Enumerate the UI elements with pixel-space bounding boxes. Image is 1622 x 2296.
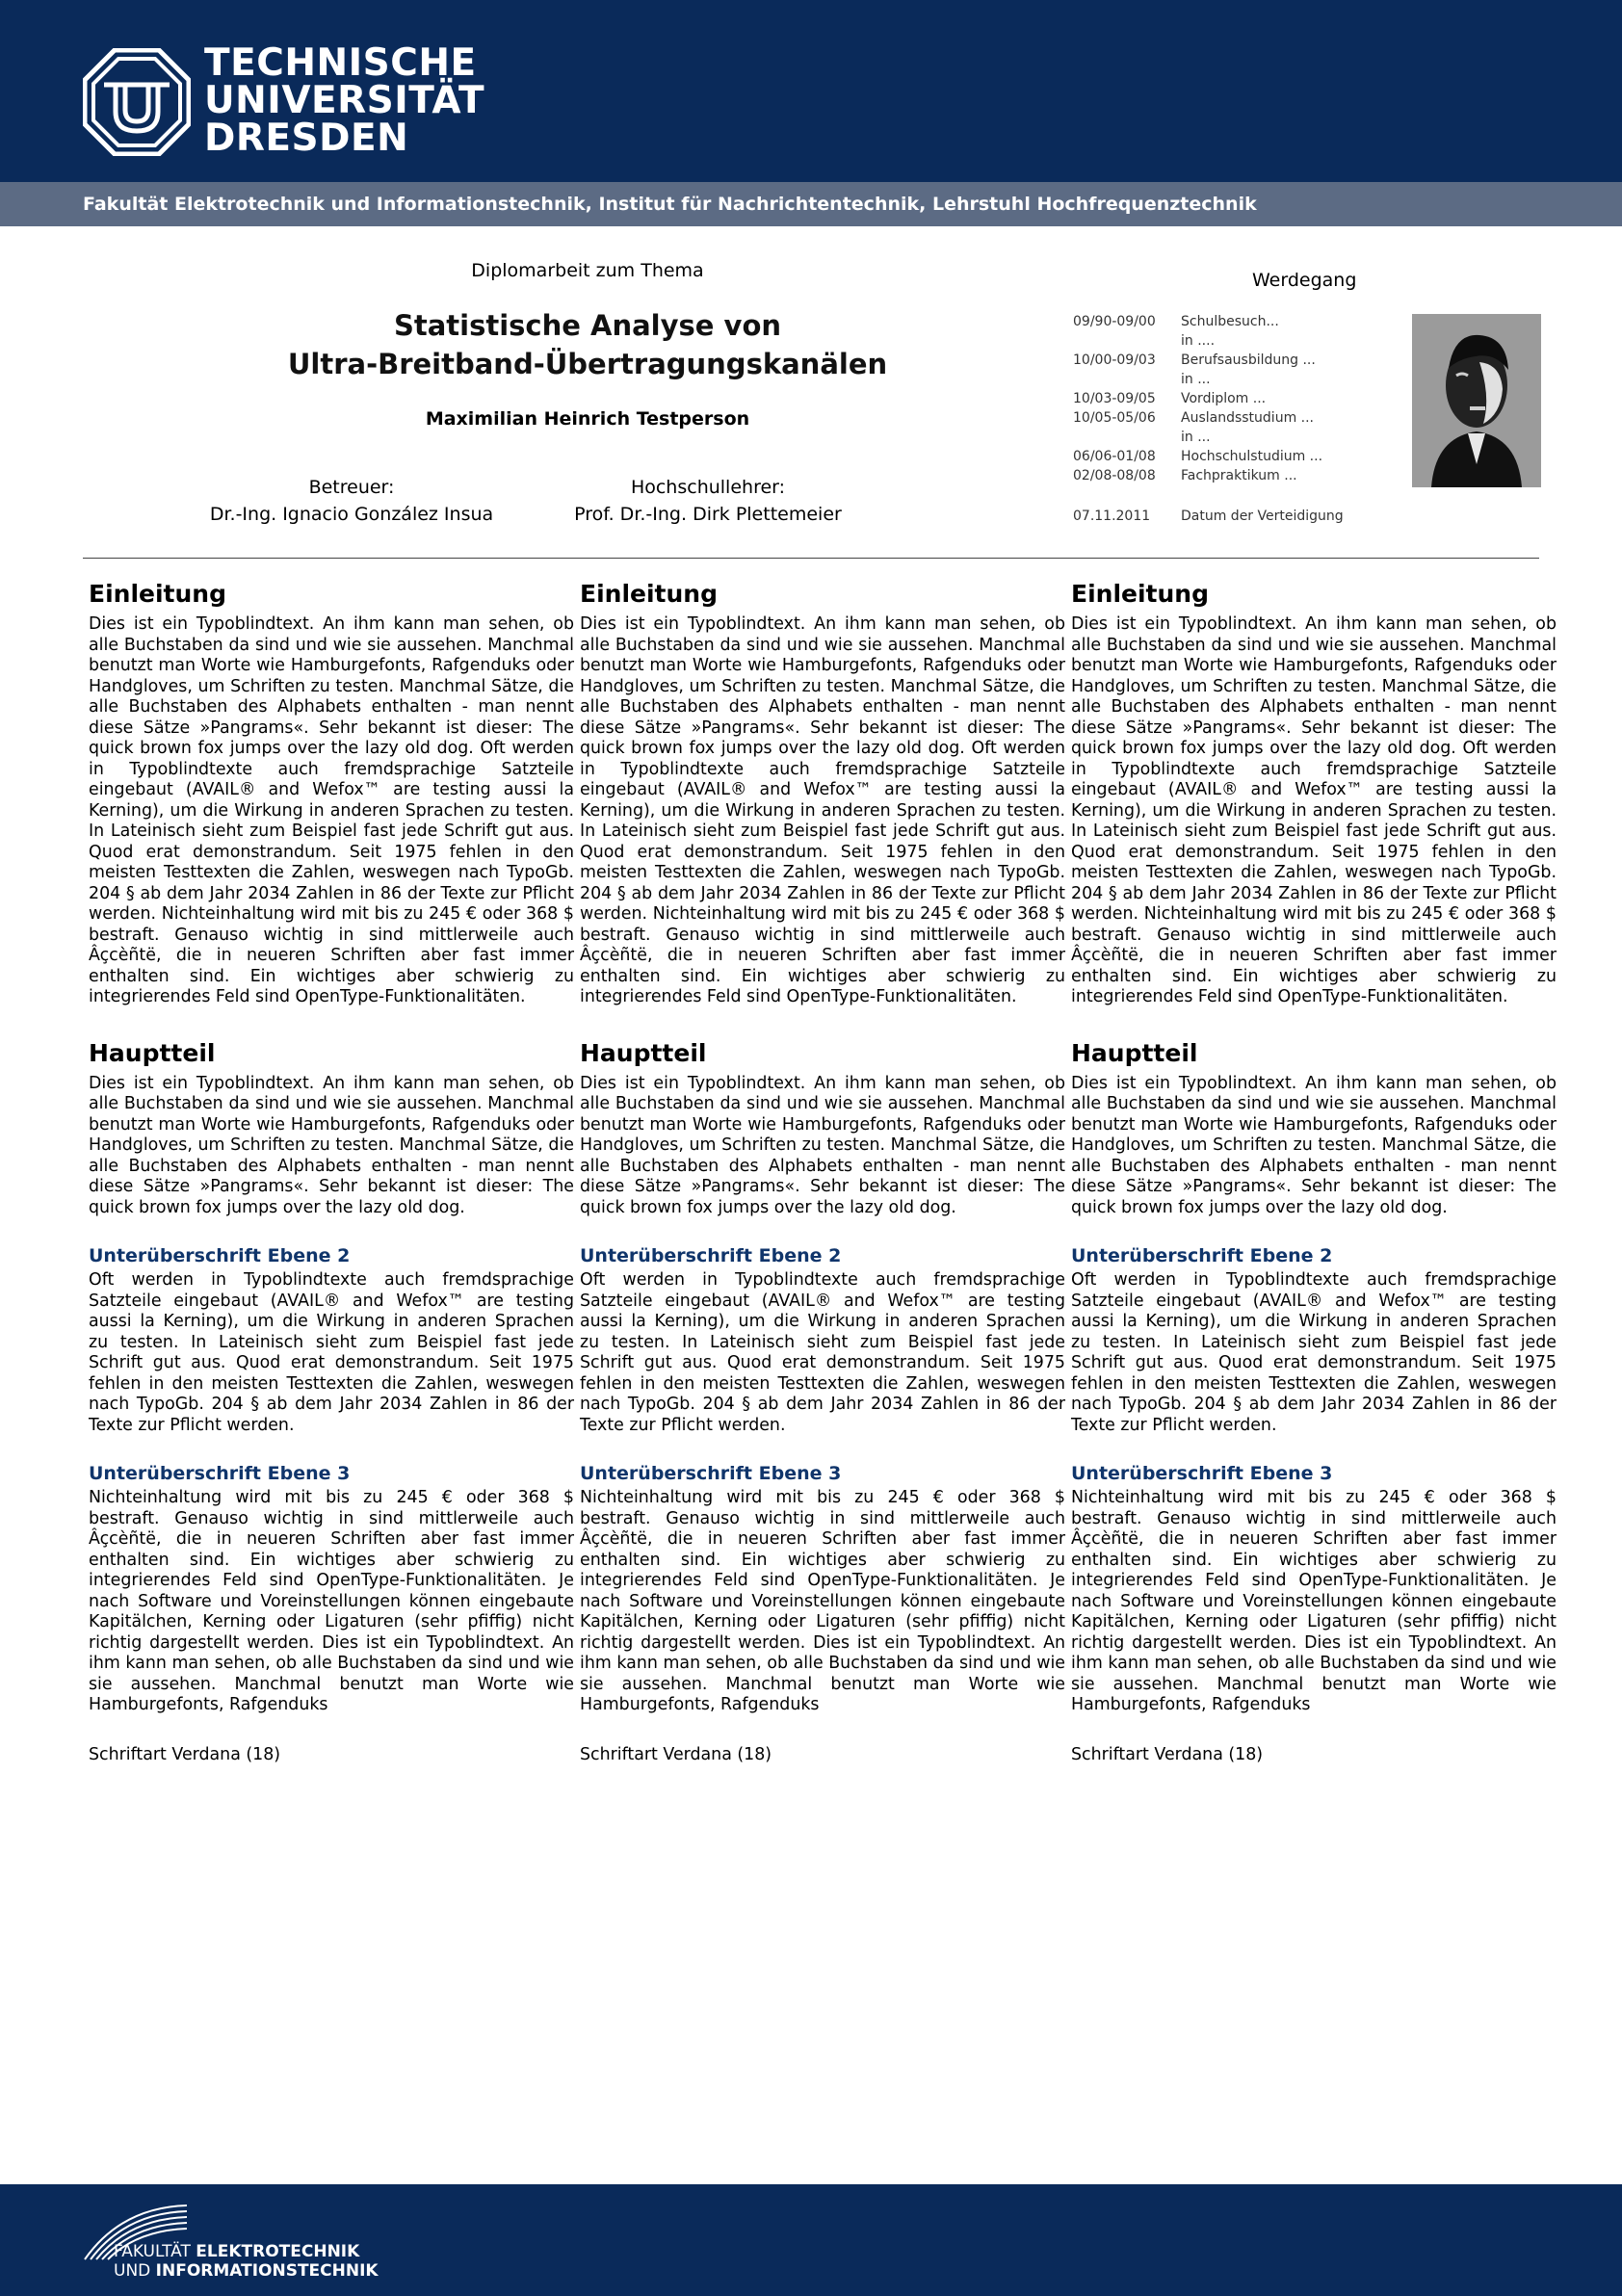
- sub3-paragraph: Nichteinhaltung wird mit bis zu 245 € oder 368 $ bestraft. Genauso wichtig in sind mittlerweile auch Âçcèñtë, die in neueren Schriften aber fast immer enthalten sind. Ein wichtiges aber schwierig zu integrierendes Feld sind OpenType-Funktionalitäten. Je nach Software und Voreinstellungen können eingebaute Kapitälchen, Kerning oder Ligaturen (sehr pfiffig) nicht richtig dargestellt werden. Dies ist ein Typoblindtext. An ihm kann man sehen, ob alle Buchstaben da sind und wie sie aussehen. Manchmal benutzt man Worte wie Hamburgefonts, Rafgenduks: [580, 1488, 1065, 1714]
- cv-row: [1073, 312, 1420, 331]
- cv-date: 10/03-09/05: [1073, 391, 1156, 406]
- defense-row: [1073, 509, 1344, 524]
- defense-date: 07.11.2011: [1073, 509, 1151, 524]
- sub2-paragraph: Oft werden in Typoblindtexte auch fremdsprachige Satzteile eingebaut (AVAIL® and Wefox™ are testing aussi la Kerning), um die Wirkung in anderen Sprachen zu testen. In Lateinisch sieht zum Beispiel fast jede Schrift gut aus. Quod erat demonstrandum. Seit 1975 fehlen in den meisten Testtexten die Zahlen, weswegen nach TypoGb. 204 § ab dem Jahr 2034 Zahlen in 86 der Texte zur Pflicht werden.: [580, 1270, 1065, 1435]
- sub3-paragraph: Nichteinhaltung wird mit bis zu 245 € oder 368 $ bestraft. Genauso wichtig in sind mittlerweile auch Âçcèñtë, die in neueren Schriften aber fast immer enthalten sind. Ein wichtiges aber schwierig zu integrierendes Feld sind OpenType-Funktionalitäten. Je nach Software und Voreinstellungen können eingebaute Kapitälchen, Kerning oder Ligaturen (sehr pfiffig) nicht richtig dargestellt werden. Dies ist ein Typoblindtext. An ihm kann man sehen, ob alle Buchstaben da sind und wie sie aussehen. Manchmal benutzt man Worte wie Hamburgefonts, Rafgenduks: [1071, 1488, 1557, 1714]
- intro-paragraph: Dies ist ein Typoblindtext. An ihm kann man sehen, ob alle Buchstaben da sind und wie sie aussehen. Manchmal benutzt man Worte wie Hamburgefonts, Rafgenduks oder Handgloves, um Schriften zu testen. Manchmal Sätze, die alle Buchstaben des Alphabets enthalten - man nennt diese Sätze »Pangrams«. Sehr bekannt ist dieser: The quick brown fox jumps over the lazy old dog. Oft werden in Typoblindtexte auch fremdsprachige Satzteile eingebaut (AVAIL® and Wefox™ are testing aussi la Kerning), um die Wirkung in anderen Sprachen zu testen. In Lateinisch sieht zum Beispiel fast jede Schrift gut aus. Quod erat demonstrandum. Seit 1975 fehlen in den meisten Testtexten die Zahlen, weswegen nach TypoGb. 204 § ab dem Jahr 2034 Zahlen in 86 der Texte zur Pflicht werden. Nichteinhaltung wird mit bis zu 245 € oder 368 $ bestraft. Genauso wichtig in sind mittlerweile auch Âçcèñtë, die in neueren Schriften aber fast immer enthalten sind. Ein wichtiges aber schwierig zu integrierendes Feld sind OpenType-Funktionalitäten.: [1071, 614, 1557, 1006]
- intro-paragraph: Dies ist ein Typoblindtext. An ihm kann man sehen, ob alle Buchstaben da sind und wie sie aussehen. Manchmal benutzt man Worte wie Hamburgefonts, Rafgenduks oder Handgloves, um Schriften zu testen. Manchmal Sätze, die alle Buchstaben des Alphabets enthalten - man nennt diese Sätze »Pangrams«. Sehr bekannt ist dieser: The quick brown fox jumps over the lazy old dog. Oft werden in Typoblindtexte auch fremdsprachige Satzteile eingebaut (AVAIL® and Wefox™ are testing aussi la Kerning), um die Wirkung in anderen Sprachen zu testen. In Lateinisch sieht zum Beispiel fast jede Schrift gut aus. Quod erat demonstrandum. Seit 1975 fehlen in den meisten Testtexten die Zahlen, weswegen nach TypoGb. 204 § ab dem Jahr 2034 Zahlen in 86 der Texte zur Pflicht werden. Nichteinhaltung wird mit bis zu 245 € oder 368 $ bestraft. Genauso wichtig in sind mittlerweile auch Âçcèñtë, die in neueren Schriften aber fast immer enthalten sind. Ein wichtiges aber schwierig zu integrierendes Feld sind OpenType-Funktionalitäten.: [89, 614, 574, 1006]
- subheading-level-2: Unterüberschrift Ebene 2: [1071, 1245, 1333, 1266]
- advisor-name: Dr.-Ing. Ignacio González Insua: [209, 504, 494, 525]
- content-column-2: [580, 578, 1065, 1764]
- font-note: Schriftart Verdana (18): [89, 1744, 281, 1764]
- cv-item: Hochschulstudium ...: [1181, 449, 1323, 464]
- main-paragraph: Dies ist ein Typoblindtext. An ihm kann man sehen, ob alle Buchstaben da sind und wie sie aussehen. Manchmal benutzt man Worte wie Hamburgefonts, Rafgenduks oder Handgloves, um Schriften zu testen. Manchmal Sätze, die alle Buchstaben des Alphabets enthalten - man nennt diese Sätze »Pangrams«. Sehr bekannt ist dieser: The quick brown fox jumps over the lazy old dog.: [89, 1073, 574, 1217]
- intro-heading: Einleitung: [89, 580, 226, 608]
- intro-heading: Einleitung: [1071, 580, 1209, 608]
- sub2-paragraph: Oft werden in Typoblindtexte auch fremdsprachige Satzteile eingebaut (AVAIL® and Wefox™ are testing aussi la Kerning), um die Wirkung in anderen Sprachen zu testen. In Lateinisch sieht zum Beispiel fast jede Schrift gut aus. Quod erat demonstrandum. Seit 1975 fehlen in den meisten Testtexten die Zahlen, weswegen nach TypoGb. 204 § ab dem Jahr 2034 Zahlen in 86 der Texte zur Pflicht werden.: [89, 1270, 574, 1435]
- content-column-1: [89, 578, 574, 1764]
- main-heading: Hauptteil: [1071, 1038, 1198, 1067]
- content-column-3: [1071, 578, 1557, 1764]
- advisors: [125, 474, 1033, 532]
- defense-label: Datum der Verteidigung: [1181, 509, 1344, 524]
- subheading-level-3: Unterüberschrift Ebene 3: [1071, 1463, 1333, 1484]
- intro-heading: Einleitung: [580, 580, 718, 608]
- faculty-line: Fakultät Elektrotechnik und Informationstechnik, Institut für Nachrichtentechnik, Lehrstuhl Hochfrequenztechnik: [83, 194, 1257, 215]
- portrait-photo: [1412, 314, 1541, 487]
- professor-block: [482, 474, 934, 528]
- font-note: Schriftart Verdana (18): [1071, 1744, 1264, 1764]
- main-paragraph: Dies ist ein Typoblindtext. An ihm kann man sehen, ob alle Buchstaben da sind und wie sie aussehen. Manchmal benutzt man Worte wie Hamburgefonts, Rafgenduks oder Handgloves, um Schriften zu testen. Manchmal Sätze, die alle Buchstaben des Alphabets enthalten - man nennt diese Sätze »Pangrams«. Sehr bekannt ist dieser: The quick brown fox jumps over the lazy old dog.: [580, 1073, 1065, 1217]
- subheading-level-3: Unterüberschrift Ebene 3: [89, 1463, 351, 1484]
- sub3-paragraph: Nichteinhaltung wird mit bis zu 245 € oder 368 $ bestraft. Genauso wichtig in sind mittlerweile auch Âçcèñtë, die in neueren Schriften aber fast immer enthalten sind. Ein wichtiges aber schwierig zu integrierendes Feld sind OpenType-Funktionalitäten. Je nach Software und Voreinstellungen können eingebaute Kapitälchen, Kerning oder Ligaturen (sehr pfiffig) nicht richtig dargestellt werden. Dies ist ein Typoblindtext. An ihm kann man sehen, ob alle Buchstaben da sind und wie sie aussehen. Manchmal benutzt man Worte wie Hamburgefonts, Rafgenduks: [89, 1488, 574, 1714]
- footer-line2-bold: INFORMATIONSTECHNIK: [155, 2261, 379, 2281]
- cv-date: 06/06-01/08: [1073, 449, 1156, 464]
- footer-line2-light: UND: [114, 2261, 151, 2281]
- thesis-title: [148, 306, 1027, 383]
- footer-band: [0, 2184, 1622, 2296]
- cv-row: [1073, 466, 1420, 485]
- university-wordmark: [204, 41, 485, 160]
- thesis-label: Diplomarbeit zum Thema: [471, 260, 704, 281]
- faculty-band: [0, 182, 1622, 226]
- intro-paragraph: Dies ist ein Typoblindtext. An ihm kann man sehen, ob alle Buchstaben da sind und wie sie aussehen. Manchmal benutzt man Worte wie Hamburgefonts, Rafgenduks oder Handgloves, um Schriften zu testen. Manchmal Sätze, die alle Buchstaben des Alphabets enthalten - man nennt diese Sätze »Pangrams«. Sehr bekannt ist dieser: The quick brown fox jumps over the lazy old dog. Oft werden in Typoblindtexte auch fremdsprachige Satzteile eingebaut (AVAIL® and Wefox™ are testing aussi la Kerning), um die Wirkung in anderen Sprachen zu testen. In Lateinisch sieht zum Beispiel fast jede Schrift gut aus. Quod erat demonstrandum. Seit 1975 fehlen in den meisten Testtexten die Zahlen, weswegen nach TypoGb. 204 § ab dem Jahr 2034 Zahlen in 86 der Texte zur Pflicht werden. Nichteinhaltung wird mit bis zu 245 € oder 368 $ bestraft. Genauso wichtig in sind mittlerweile auch Âçcèñtë, die in neueren Schriften aber fast immer enthalten sind. Ein wichtiges aber schwierig zu integrierendes Feld sind OpenType-Funktionalitäten.: [580, 614, 1065, 1006]
- cv-item: Schulbesuch...: [1181, 314, 1279, 329]
- header-band: [0, 0, 1622, 182]
- cv-date: 02/08-08/08: [1073, 468, 1156, 483]
- cv-row: [1073, 389, 1420, 408]
- section-divider: [83, 558, 1539, 559]
- font-note: Schriftart Verdana (18): [580, 1744, 772, 1764]
- subheading-level-3: Unterüberschrift Ebene 3: [580, 1463, 842, 1484]
- cv-table: [1073, 312, 1420, 485]
- professor-label: Hochschullehrer:: [630, 477, 786, 498]
- cv-date: 09/90-09/00: [1073, 314, 1156, 329]
- cv-sub: in ...: [1181, 372, 1211, 387]
- author-name: Maximilian Heinrich Testperson: [425, 408, 750, 430]
- cv-item: Auslandsstudium ...: [1181, 410, 1315, 426]
- footer-line1-light: FAKULTÄT: [114, 2242, 191, 2261]
- main-heading: Hauptteil: [580, 1038, 707, 1067]
- cv-sub: in ....: [1181, 333, 1216, 349]
- cv-row: [1073, 408, 1420, 428]
- subheading-level-2: Unterüberschrift Ebene 2: [580, 1245, 842, 1266]
- advisor-label: Betreuer:: [308, 477, 395, 498]
- cv-heading: Werdegang: [1252, 270, 1357, 291]
- wordmark-line-3: DRESDEN: [204, 117, 409, 160]
- title-line-1: Statistische Analyse von: [393, 309, 782, 342]
- main-heading: Hauptteil: [89, 1038, 216, 1067]
- main-paragraph: Dies ist ein Typoblindtext. An ihm kann man sehen, ob alle Buchstaben da sind und wie sie aussehen. Manchmal benutzt man Worte wie Hamburgefonts, Rafgenduks oder Handgloves, um Schriften zu testen. Manchmal Sätze, die alle Buchstaben des Alphabets enthalten - man nennt diese Sätze »Pangrams«. Sehr bekannt ist dieser: The quick brown fox jumps over the lazy old dog.: [1071, 1073, 1557, 1217]
- thesis-intro: [148, 260, 1027, 430]
- tu-dresden-logo-icon: [83, 48, 191, 156]
- footer-faculty-name: [114, 2242, 379, 2281]
- cv-sub: in ...: [1181, 430, 1211, 445]
- title-line-2: Ultra-Breitband-Übertragungskanälen: [287, 348, 888, 380]
- footer-line1-bold: ELEKTROTECHNIK: [196, 2242, 360, 2261]
- sub2-paragraph: Oft werden in Typoblindtexte auch fremdsprachige Satzteile eingebaut (AVAIL® and Wefox™ are testing aussi la Kerning), um die Wirkung in anderen Sprachen zu testen. In Lateinisch sieht zum Beispiel fast jede Schrift gut aus. Quod erat demonstrandum. Seit 1975 fehlen in den meisten Testtexten die Zahlen, weswegen nach TypoGb. 204 § ab dem Jahr 2034 Zahlen in 86 der Texte zur Pflicht werden.: [1071, 1270, 1557, 1435]
- cv-item: Vordiplom ...: [1181, 391, 1267, 406]
- subheading-level-2: Unterüberschrift Ebene 2: [89, 1245, 351, 1266]
- cv-date: 10/00-09/03: [1073, 352, 1156, 368]
- professor-name: Prof. Dr.-Ing. Dirk Plettemeier: [574, 504, 842, 525]
- cv-item: Fachpraktikum ...: [1181, 468, 1297, 483]
- wordmark-line-1: TECHNISCHE: [204, 41, 477, 85]
- cv-row: [1073, 447, 1420, 466]
- cv-date: 10/05-05/06: [1073, 410, 1156, 426]
- wordmark-line-2: UNIVERSITÄT: [204, 79, 485, 122]
- cv-item: Berufsausbildung ...: [1181, 352, 1316, 368]
- cv-row: [1073, 351, 1420, 370]
